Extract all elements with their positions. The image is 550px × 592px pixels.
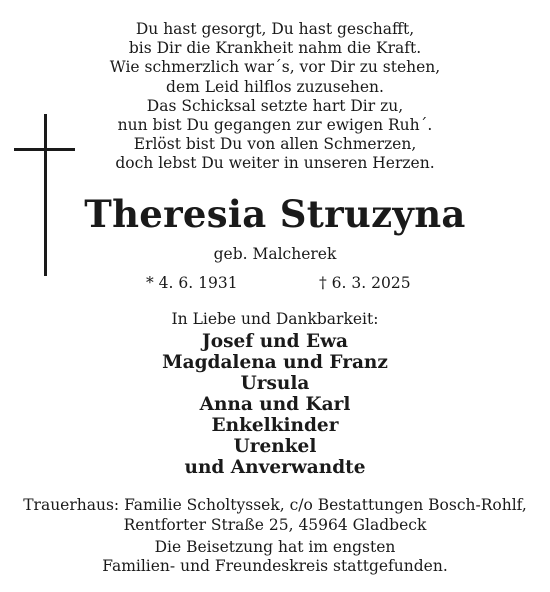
birth-date: * 4. 6. 1931 [146, 274, 238, 292]
mourner-name: und Anverwandte [184, 457, 366, 478]
poem-line: bis Dir die Krankheit nahm die Kraft. [128, 39, 422, 58]
poem-line: dem Leid hilflos zuzusehen. [166, 77, 384, 96]
mourner-name: Josef und Ewa [202, 331, 348, 352]
address-line: Rentforter Straße 25, 45964 Gladbeck [123, 515, 427, 534]
poem-line: doch lebst Du weiter in unseren Herzen. [115, 154, 435, 173]
mourners-list [0, 331, 550, 478]
mourner-name: Magdalena und Franz [162, 352, 388, 373]
poem-line: nun bist Du gegangen zur ewigen Ruh´. [117, 116, 433, 135]
funeral-note [0, 538, 550, 576]
funeral-note-line: Familien- und Freundeskreis stattgefunden. [102, 557, 448, 575]
mourner-name: Urenkel [233, 436, 317, 457]
mourner-name: Ursula [240, 373, 310, 394]
poem-line: Wie schmerzlich war´s, vor Dir zu stehen, [109, 58, 441, 77]
mourning-house-address [0, 496, 550, 535]
deceased-name: Theresia Struzyna [84, 192, 466, 236]
poem-line: Du hast gesorgt, Du hast geschafft, [135, 20, 415, 38]
address-line: Trauerhaus: Familie Scholtyssek, c/o Bestattungen Bosch-Rohlf, [23, 496, 527, 514]
poem-line: Das Schicksal setzte hart Dir zu, [146, 96, 404, 115]
funeral-note-line: Die Beisetzung hat im engsten [154, 538, 396, 556]
death-date: † 6. 3. 2025 [319, 274, 411, 292]
mourner-name: Enkelkinder [211, 415, 339, 436]
mourner-name: Anna und Karl [199, 394, 351, 415]
maiden-name: geb. Malcherek [213, 245, 337, 263]
poem [0, 20, 550, 174]
poem-line: Erlöst bist Du von allen Schmerzen, [133, 135, 417, 154]
thanks-line: In Liebe und Dankbarkeit: [171, 310, 379, 328]
